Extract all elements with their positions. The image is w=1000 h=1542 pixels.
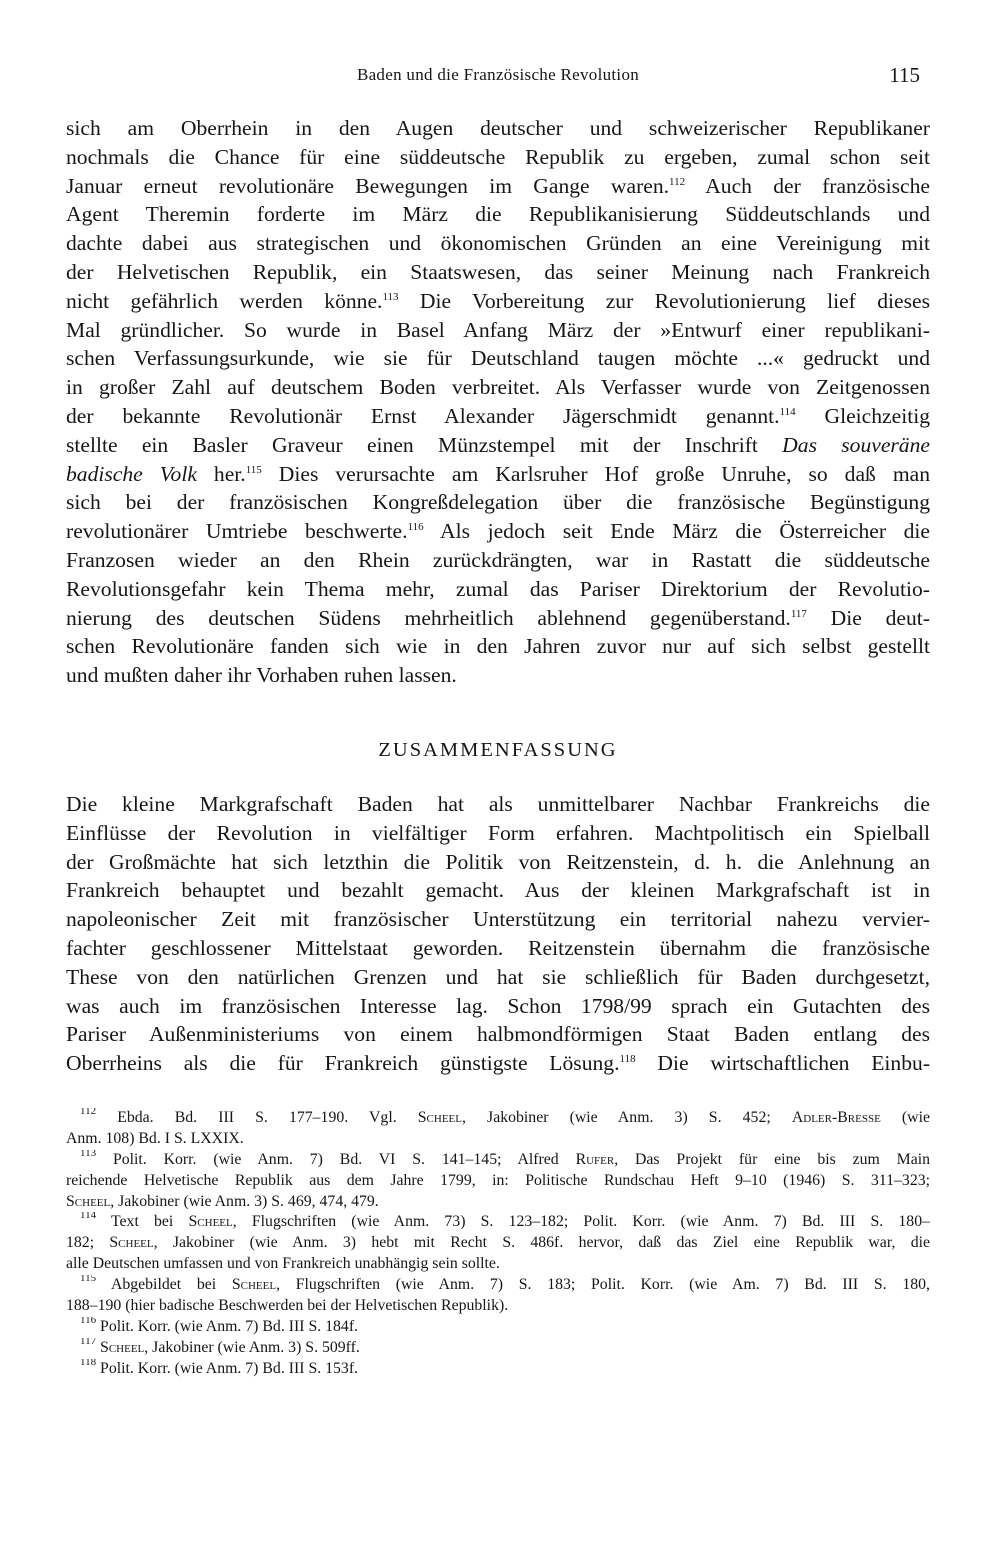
footnote-115: $^{115}$ Abgebildet bei Scheel, Flugschriften (wie Anm. 7) S. 183; Polit. Korr. (wie Am. 7) Bd. III S. 180,	[80, 1275, 930, 1294]
footnote-line: 182; Scheel, Jakobiner (wie Anm. 3) hebt mit Recht S. 486f. hervor, daß das Ziel eine Republik war, die	[66, 1234, 930, 1252]
text-line: badische Volk her.$^{115}$ Dies verursachte am Karlsruher Hof große Unruhe, so daß man	[66, 461, 930, 486]
text-line: der Großmächte hat sich letzthin die Politik von Reitzenstein, d. h. die Anlehnung an	[66, 849, 930, 874]
text-line: und mußten daher ihr Vorhaben ruhen lassen.	[66, 663, 457, 688]
page-number: 115	[889, 63, 920, 87]
text-line: Agent Theremin forderte im März die Republikanisierung Süddeutschlands und	[66, 202, 930, 227]
text-line: schen Revolutionäre fanden sich wie in den Jahren zuvor nur auf sich selbst gestellt	[66, 634, 930, 659]
section-heading: ZUSAMMENFASSUNG	[378, 739, 618, 761]
footnote-117: $^{117}$ Scheel, Jakobiner (wie Anm. 3) S. 509ff.	[80, 1337, 360, 1356]
text-line: Frankreich behauptet und bezahlt gemacht. Aus der kleinen Markgrafschaft ist in	[66, 878, 930, 903]
footnote-ref: 113	[382, 290, 399, 303]
footnote-ref: 115	[245, 463, 262, 476]
running-head	[66, 62, 930, 88]
text-line: dachte dabei aus strategischen und ökonomischen Gründen an eine Vereinigung mit	[66, 231, 930, 256]
footnote-line: Anm. 108) Bd. I S. LXXIX.	[66, 1129, 244, 1147]
text-line: These von den natürlichen Grenzen und hat sie schließlich für Baden durchgesetzt,	[66, 964, 930, 989]
text-line: nochmals die Chance für eine süddeutsche Republik zu ergeben, zumal schon seit	[66, 144, 930, 169]
footnote-ref: 118	[619, 1053, 636, 1066]
running-title: Baden und die Französische Revolution	[356, 65, 640, 84]
text-line: Pariser Außenministeriums von einem halbmondförmigen Staat Baden entlang des	[66, 1022, 930, 1047]
footnote-line: reichende Helvetische Republik aus dem Jahre 1799, in: Politische Rundschau Heft 9–10 (1946) S. 311–323;	[66, 1171, 930, 1189]
footnote-118: $^{118}$ Polit. Korr. (wie Anm. 7) Bd. III S. 153f.	[80, 1358, 359, 1377]
footnote-line: alle Deutschen umfassen und von Frankreich unabhängig sein sollte.	[66, 1255, 500, 1273]
text-line: der Helvetischen Republik, ein Staatswesen, das seiner Meinung nach Frankreich	[66, 259, 930, 284]
text-line: stellte ein Basler Graveur einen Münzstempel mit der Inschrift Das souveräne	[66, 432, 930, 457]
paragraph-1	[66, 114, 930, 690]
footnote-ref: 112	[669, 175, 686, 188]
footnote-113: $^{113}$ Polit. Korr. (wie Anm. 7) Bd. VI S. 141–145; Alfred Rufer, Das Projekt für eine bis zum Main	[80, 1149, 930, 1168]
text-line: Einflüsse der Revolution in vielfältiger Form erfahren. Machtpolitisch ein Spielball	[66, 820, 930, 845]
text-line: napoleonischer Zeit mit französischer Unterstützung ein territorial nahezu vervier-	[66, 907, 930, 932]
text-line: sich bei der französischen Kongreßdelegation über die französische Begünstigung	[66, 490, 930, 515]
text-line: schen Verfassungsurkunde, wie sie für Deutschland taugen möchte ...« gedruckt und	[66, 346, 930, 371]
text-line: Die kleine Markgrafschaft Baden hat als unmittelbarer Nachbar Frankreichs die	[66, 792, 930, 816]
footnote-line: 188–190 (hier badische Beschwerden bei der Helvetischen Republik).	[66, 1297, 509, 1315]
text-line: der bekannte Revolutionär Ernst Alexander Jägerschmidt genannt.$^{114}$ Gleichzeitig	[66, 403, 930, 428]
text-line: fachter geschlossener Mittelstaat geworden. Reitzenstein übernahm die französische	[66, 935, 930, 960]
text-line: Revolutionsgefahr kein Thema mehr, zumal das Pariser Direktorium der Revolutio-	[66, 576, 930, 601]
text-line: Januar erneut revolutionäre Bewegungen im Gange waren.$^{112}$ Auch der französische	[66, 173, 930, 198]
footnote-116: $^{116}$ Polit. Korr. (wie Anm. 7) Bd. III S. 184f.	[80, 1316, 359, 1335]
text-line: nicht gefährlich werden könne.$^{113}$ Die Vorbereitung zur Revolutionierung lief dieses	[66, 288, 930, 313]
italic-inscription: badische Volk	[66, 461, 197, 486]
footnotes	[66, 1108, 930, 1380]
text-line: in großer Zahl auf deutschem Boden verbreitet. Als Verfasser wurde von Zeitgenossen	[66, 375, 930, 400]
text-line: Franzosen wieder an den Rhein zurückdrängten, war in Rastatt die süddeutsche	[66, 547, 930, 572]
footnote-ref: 116	[407, 521, 424, 534]
italic-inscription: Das souveräne	[782, 432, 930, 457]
footnote-line: Scheel, Jakobiner (wie Anm. 3) S. 469, 474, 479.	[66, 1192, 379, 1210]
footnote-112: $^{112}$ Ebda. Bd. III S. 177–190. Vgl. Scheel, Jakobiner (wie Anm. 3) S. 452; Adler-Bresse (wie	[80, 1108, 930, 1126]
footnote-ref: 117	[790, 607, 807, 620]
footnote-114: $^{114}$ Text bei Scheel, Flugschriften (wie Anm. 73) S. 123–182; Polit. Korr. (wie Anm. 7) Bd. III S. 180–	[80, 1212, 930, 1231]
paragraph-2	[66, 790, 930, 1078]
text-line: sich am Oberrhein in den Augen deutscher und schweizerischer Republikaner	[66, 116, 930, 140]
text-line: revolutionärer Umtriebe beschwerte.$^{116}$ Als jedoch seit Ende März die Österreicher die	[66, 519, 930, 544]
text-line: was auch im französischen Interesse lag. Schon 1798/99 sprach ein Gutachten des	[66, 993, 930, 1018]
footnote-ref: 114	[779, 405, 796, 418]
text-line: nierung des deutschen Südens mehrheitlich ablehnend gegenüberstand.$^{117}$ Die deut-	[66, 605, 930, 630]
text-line: Mal gründlicher. So wurde in Basel Anfang März der »Entwurf einer republikani-	[66, 317, 930, 342]
text-line: Oberrheins als die für Frankreich günstigste Lösung.$^{118}$ Die wirtschaftlichen Einbu-	[66, 1051, 930, 1076]
